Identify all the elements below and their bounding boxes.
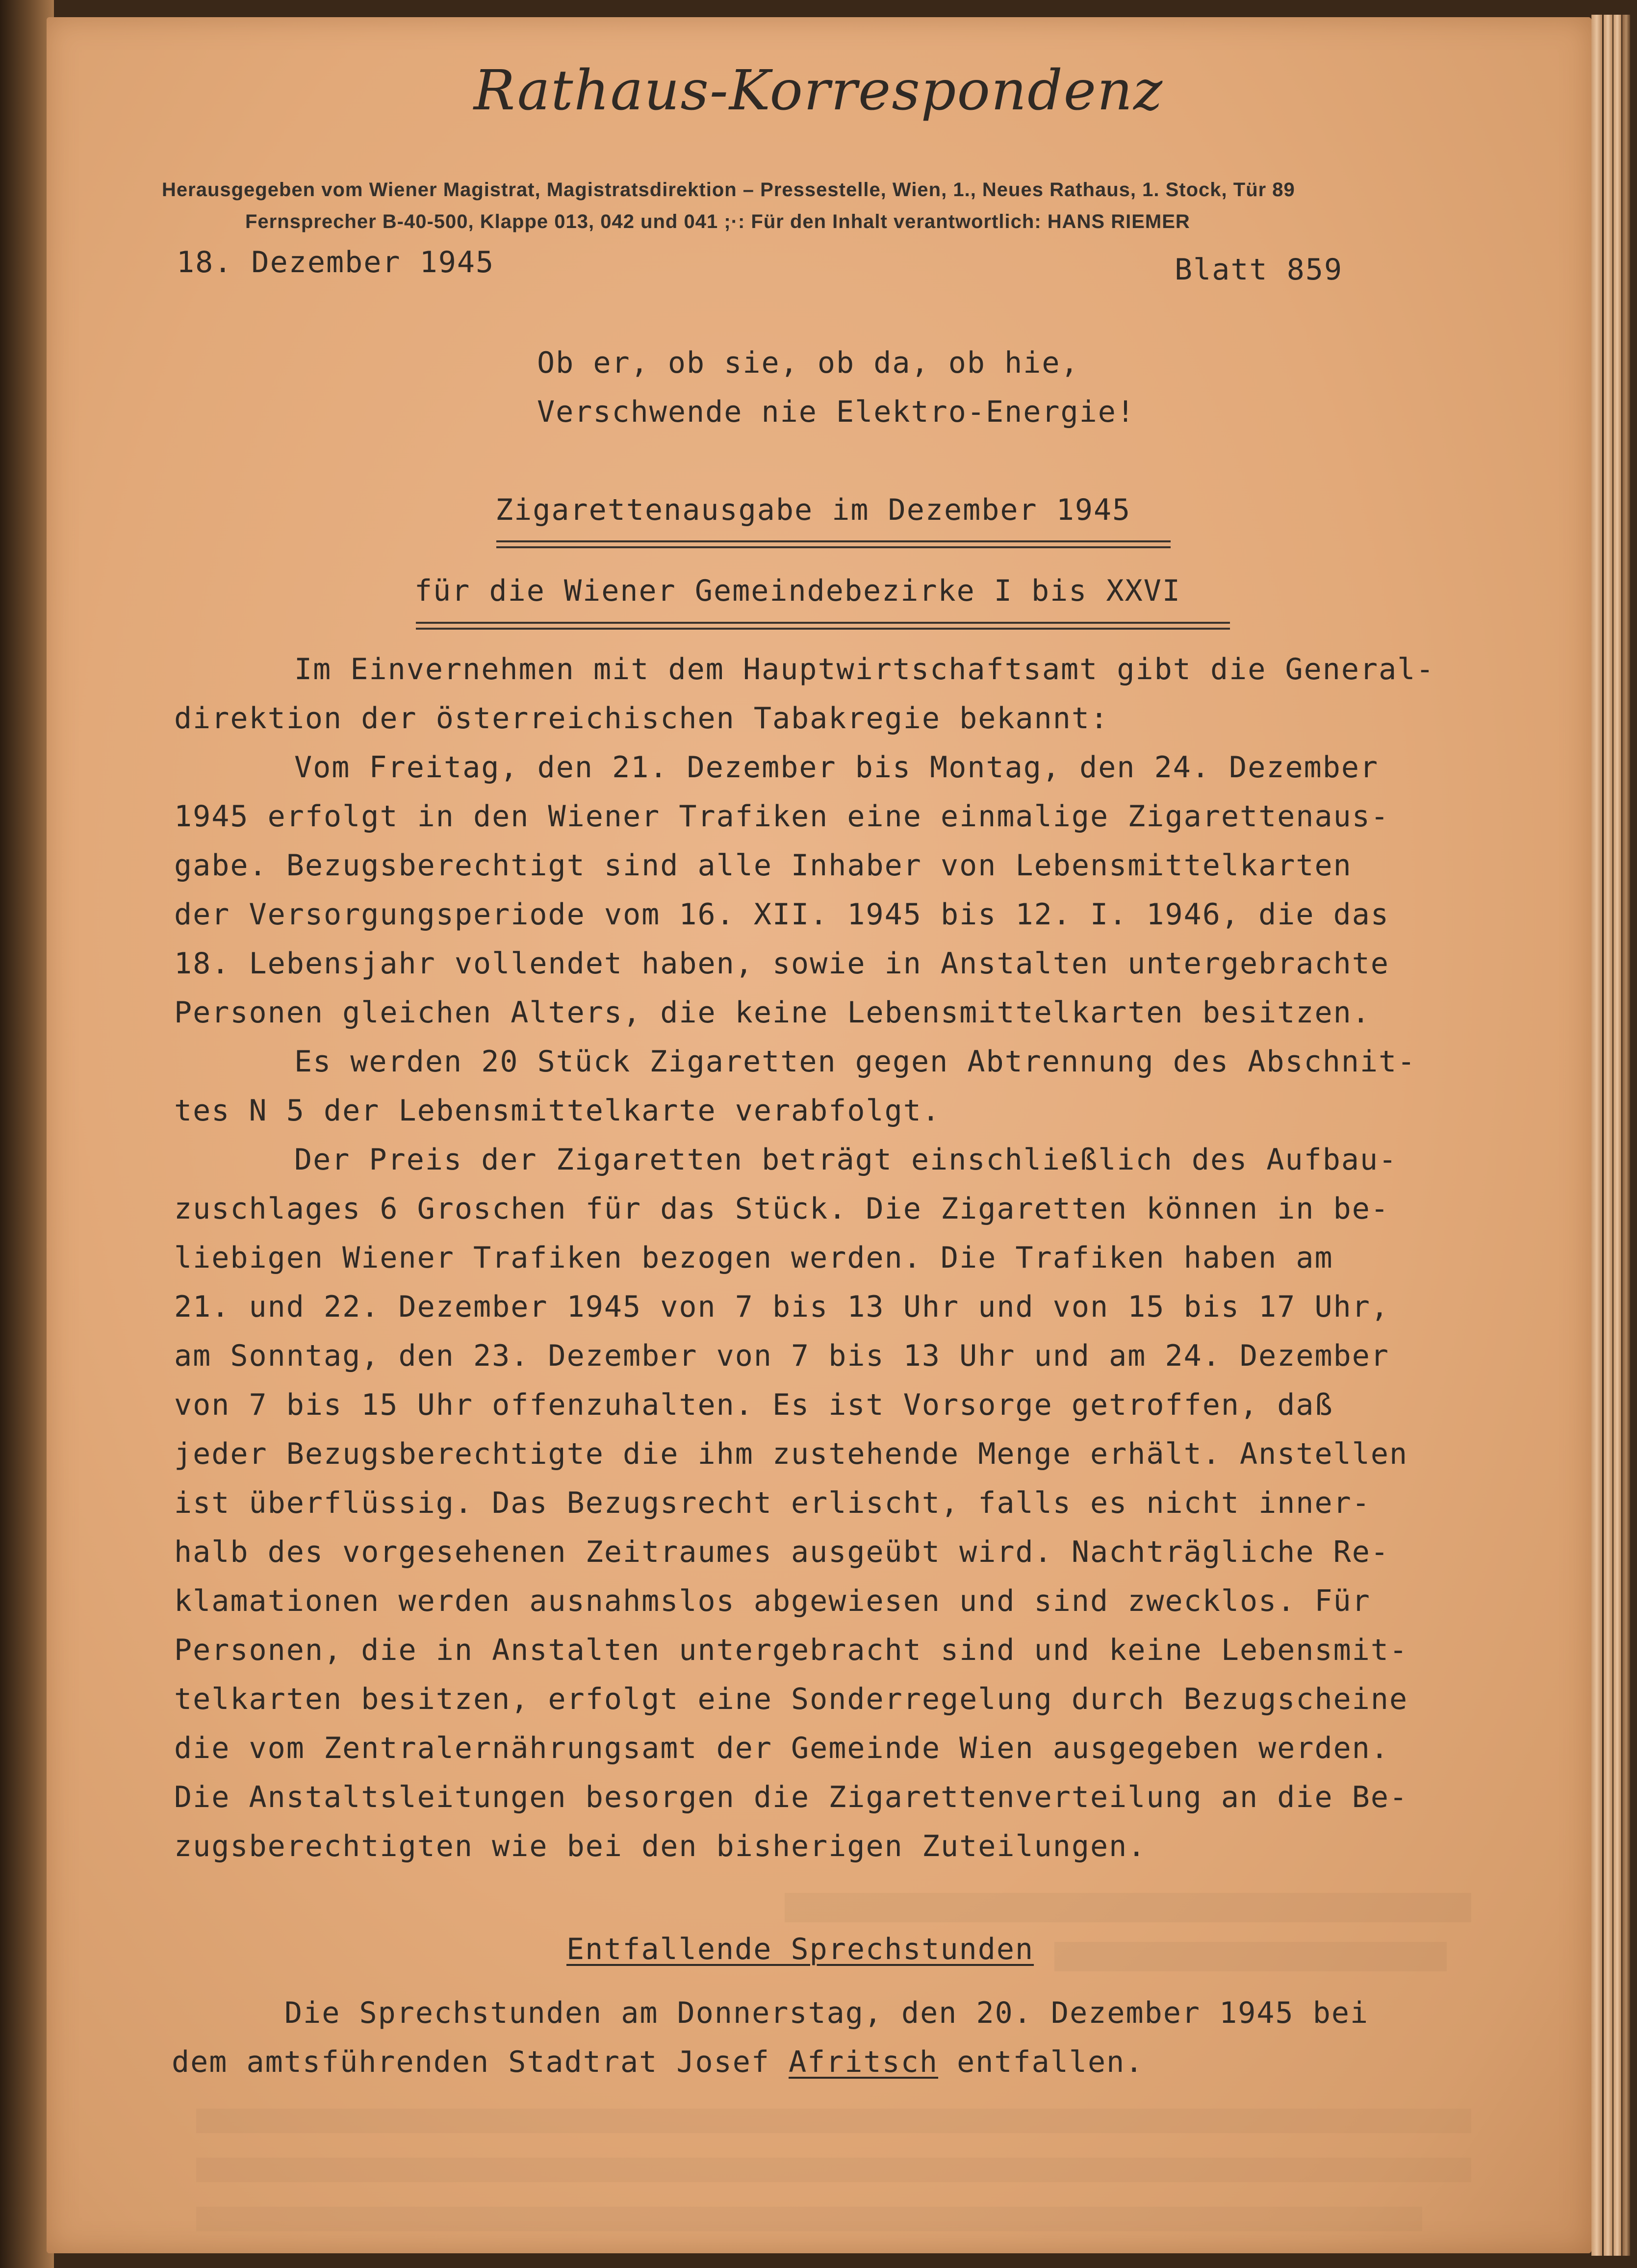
body-line [172, 2045, 1144, 2079]
book-binding-left [0, 0, 54, 2268]
body-line-suffix: entfallen. [938, 2045, 1144, 2079]
publisher-line: Herausgegeben vom Wiener Magistrat, Magistratsdirektion – Pressestelle, Wien, 1., Neues Rathaus, 1. Stock, Tür 89 [162, 179, 1295, 201]
body-line: Im Einvernehmen mit dem Hauptwirtschaftsamt gibt die General- [294, 652, 1435, 687]
article-title: Zigarettenausgabe im Dezember 1945 [495, 493, 1131, 527]
bleed-through-shadow [196, 2158, 1471, 2182]
title-double-underline [496, 540, 1171, 548]
body-line: ist überflüssig. Das Bezugsrecht erlischt, falls es nicht inner- [174, 1486, 1371, 1520]
body-line: der Versorgungsperiode vom 16. XII. 1945 bis 12. I. 1946, die das [174, 897, 1389, 932]
body-line: zuschlages 6 Groschen für das Stück. Die Zigaretten können in be- [174, 1192, 1389, 1226]
body-line: Es werden 20 Stück Zigaretten gegen Abtrennung des Abschnit- [294, 1045, 1416, 1079]
body-line: gabe. Bezugsberechtigt sind alle Inhaber von Lebensmittelkarten [174, 848, 1352, 883]
body-line: 18. Lebensjahr vollendet haben, sowie in Anstalten untergebrachte [174, 946, 1389, 981]
body-line: liebigen Wiener Trafiken bezogen werden. Die Trafiken haben am [174, 1241, 1333, 1275]
bleed-through-shadow [196, 2109, 1471, 2133]
document-date: 18. Dezember 1945 [177, 245, 495, 280]
body-line: Vom Freitag, den 21. Dezember bis Montag, den 24. Dezember [294, 750, 1379, 785]
body-line: halb des vorgesehenen Zeitraumes ausgeübt wird. Nachträgliche Re- [174, 1535, 1389, 1569]
body-line: Die Sprechstunden am Donnerstag, den 20. Dezember 1945 bei [284, 1996, 1369, 2030]
body-line: am Sonntag, den 23. Dezember von 7 bis 13 Uhr und am 24. Dezember [174, 1339, 1389, 1373]
body-line: Personen gleichen Alters, die keine Lebensmittelkarten besitzen. [174, 995, 1371, 1030]
councillor-name: Afritsch [789, 2045, 939, 2079]
slogan-line-1: Ob er, ob sie, ob da, ob hie, [537, 346, 1079, 380]
masthead-title: Rathaus-Korrespondenz [473, 59, 1164, 123]
page-edge [1613, 15, 1621, 2256]
body-line: von 7 bis 15 Uhr offenzuhalten. Es ist Vorsorge getroffen, daß [174, 1388, 1333, 1422]
sheet-number: Blatt 859 [1175, 253, 1343, 287]
body-line: Personen, die in Anstalten untergebracht sind und keine Lebensmit- [174, 1633, 1408, 1667]
body-line: klamationen werden ausnahmslos abgewiesen und sind zwecklos. Für [174, 1584, 1371, 1618]
article-title: Entfallende Sprechstunden [566, 1932, 1034, 1966]
bleed-through-shadow [785, 1893, 1471, 1922]
book-cover-edge [1622, 15, 1630, 2256]
subtitle-double-underline [416, 622, 1230, 630]
bleed-through-shadow [1054, 1942, 1447, 1971]
body-line: Die Anstaltsleitungen besorgen die Zigarettenverteilung an die Be- [174, 1780, 1408, 1814]
body-line: 21. und 22. Dezember 1945 von 7 bis 13 Uhr und von 15 bis 17 Uhr, [174, 1290, 1389, 1324]
contact-line: Fernsprecher B-40-500, Klappe 013, 042 und 041 ;·: Für den Inhalt verantwortlich: HANS RIEMER [245, 211, 1190, 232]
bleed-through-shadow [196, 2207, 1422, 2231]
body-line: 1945 erfolgt in den Wiener Trafiken eine einmalige Zigarettenaus- [174, 799, 1389, 834]
body-line: die vom Zentralernährungsamt der Gemeinde Wien ausgegeben werden. [174, 1731, 1389, 1765]
body-line: telkarten besitzen, erfolgt eine Sonderregelung durch Bezugscheine [174, 1682, 1408, 1716]
page-edge [1591, 15, 1602, 2256]
body-line: tes N 5 der Lebensmittelkarte verabfolgt. [174, 1094, 941, 1128]
body-line: Der Preis der Zigaretten beträgt einschließlich des Aufbau- [294, 1143, 1398, 1177]
body-line-prefix: dem amtsführenden Stadtrat Josef [172, 2045, 789, 2079]
slogan-line-2: Verschwende nie Elektro-Energie! [537, 395, 1135, 429]
body-line: jeder Bezugsberechtigte die ihm zustehende Menge erhält. Anstellen [174, 1437, 1408, 1471]
body-line: zugsberechtigten wie bei den bisherigen Zuteilungen. [174, 1829, 1147, 1863]
body-line: direktion der österreichischen Tabakregie bekannt: [174, 701, 1109, 736]
article-subtitle: für die Wiener Gemeindebezirke I bis XXVI [414, 574, 1181, 608]
page-edge [1604, 15, 1612, 2256]
